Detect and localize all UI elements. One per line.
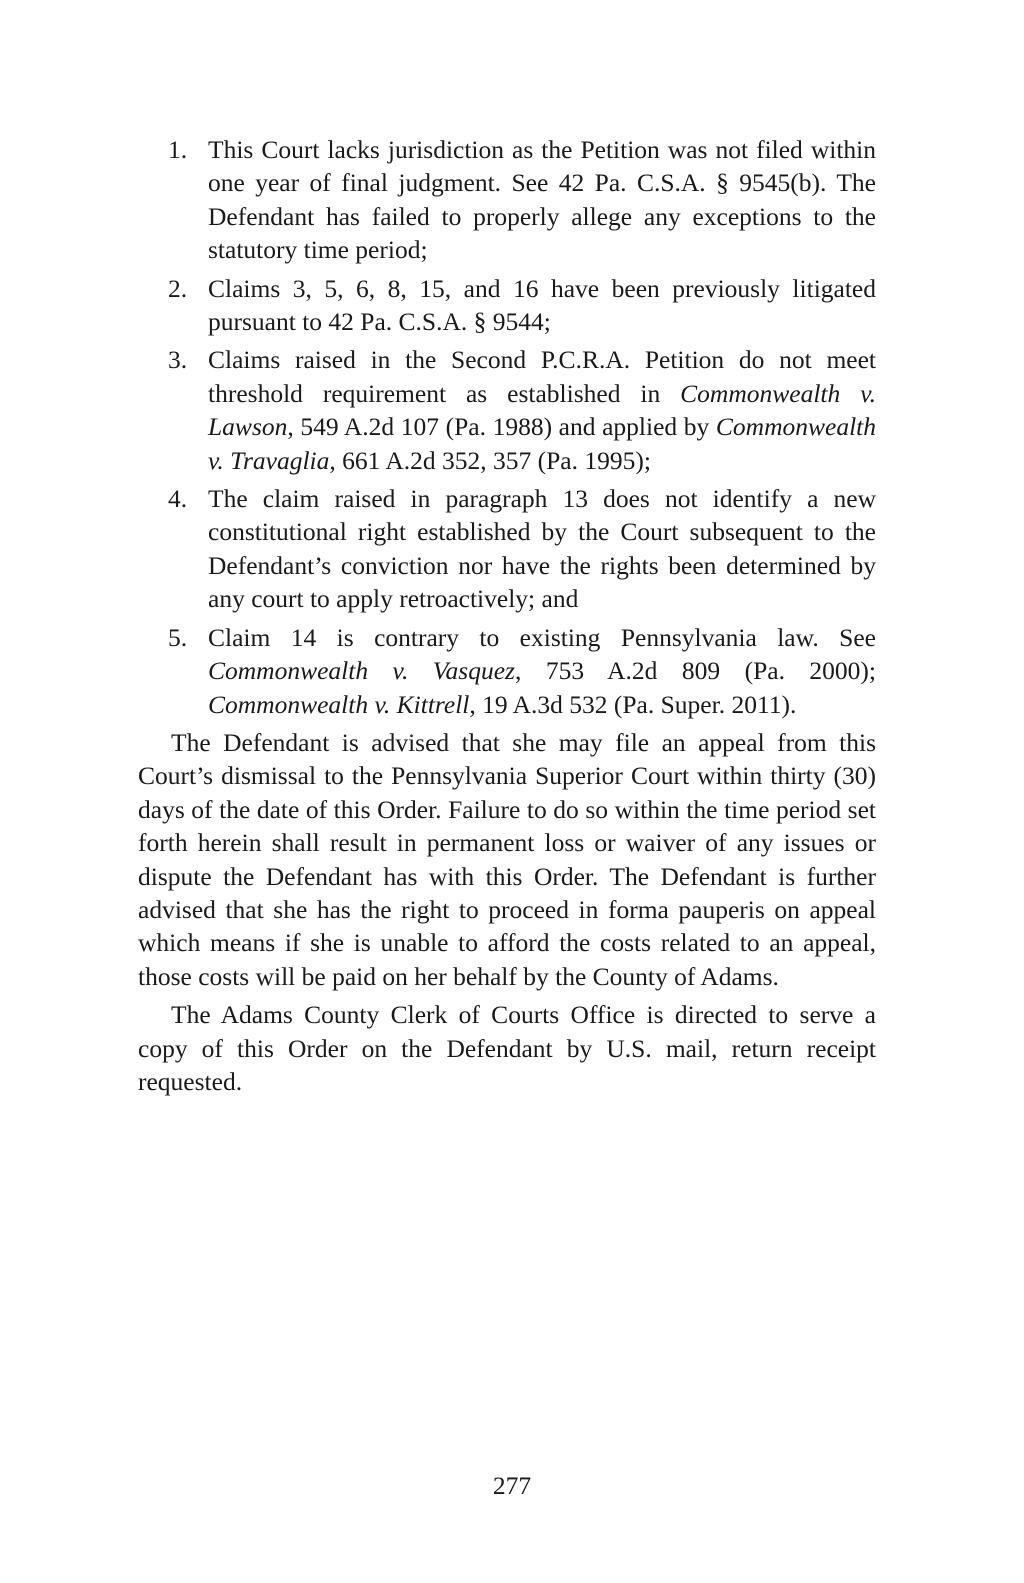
appeal-advisement-paragraph: The Defendant is advised that she may file an appeal from this Court’s dismissal to the Pennsylvania Superior Court within thirty (30) days of the date of this Order. Failure to do so within the time period set forth herein shall result in permanent loss or waiver of any issues or dispute the Defendant has with this Order. The Defendant is further advised that she has the right to proceed in forma pauperis on appeal which means if she is unable to afford the costs related to an appeal, those costs will be paid on her behalf by the County of Adams. [138, 727, 876, 991]
case-citation: Commonwealth v. Lawson [208, 378, 876, 442]
list-item-text: Claims 3, 5, 6, 8, 15, and 16 have been previously litigated pursuant to 42 Pa. C.S.A. § 9544; [208, 273, 876, 337]
dismissal-reasons-list [138, 133, 876, 721]
list-item-number: 2. [168, 273, 188, 303]
list-item-number: 3. [168, 345, 188, 375]
list-item-number: 5. [168, 622, 188, 652]
list-item-text: , 549 A.2d 107 (Pa. 1988) and applied by [287, 412, 716, 442]
case-citation: Commonwealth v. Travaglia [208, 412, 876, 475]
list-item-text: Claim 14 is contrary to existing Pennsylvania law. See [208, 622, 876, 652]
page-body [138, 133, 876, 1103]
list-item [138, 272, 876, 339]
case-citation: Commonwealth v. Vasquez [208, 656, 515, 686]
list-item [138, 621, 876, 721]
list-item [138, 133, 876, 267]
list-item [138, 482, 876, 616]
list-item-text: , 19 A.3d 532 (Pa. Super. 2011). [469, 689, 797, 719]
list-item-number: 4. [168, 484, 188, 514]
list-item-text: This Court lacks jurisdiction as the Petition was not filed within one year of final judgment. See 42 Pa. C.S.A. § 9545(b). The Defendant has failed to properly allege any exceptions to the statutory time period; [208, 135, 876, 265]
page-number: 277 [492, 1471, 532, 1500]
list-item-text: Claims raised in the Second P.C.R.A. Petition do not meet threshold requirement as established in [208, 345, 876, 408]
list-item-text: , 661 A.2d 352, 357 (Pa. 1995); [329, 445, 651, 475]
case-citation: Commonwealth v. Kittrell [208, 689, 470, 719]
list-item-text: The claim raised in paragraph 13 does not identify a new constitutional right established by the Court subsequent to the Defendant’s conviction nor have the rights been determined by any court to apply retroactively; and [208, 484, 876, 614]
list-item-text: , 753 A.2d 809 (Pa. 2000); [514, 656, 876, 686]
list-item [138, 343, 876, 477]
list-item-number: 1. [168, 135, 188, 164]
service-directive-paragraph: The Adams County Clerk of Courts Office is directed to serve a copy of this Order on the Defendant by U.S. mail, return receipt requested. [138, 1000, 876, 1096]
